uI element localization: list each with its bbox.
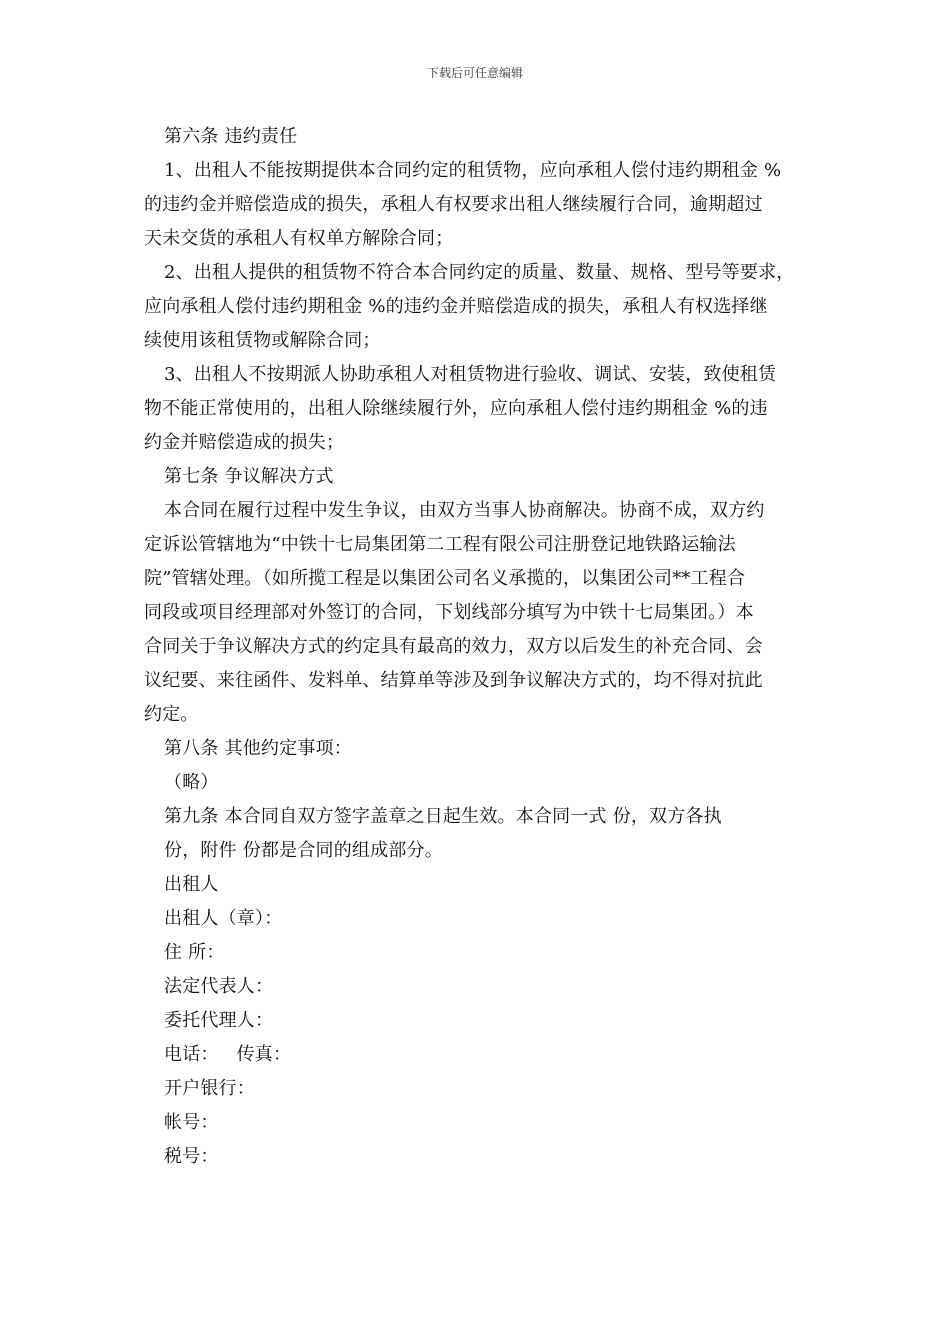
page-header: 下载后可任意编辑	[426, 66, 523, 80]
article-8-heading: 第八条 其他约定事项：	[164, 738, 352, 759]
article-6-clause-3-line: 物不能正常使用的，出租人除继续履行外，应向承租人偿付违约期租金 %的违	[144, 398, 768, 419]
article-7-line: 议纪要、来往函件、发料单、结算单等涉及到争议解决方式的，均不得对抗此	[144, 670, 763, 691]
contract-body	[144, 120, 806, 1174]
article-7-line: 定诉讼管辖地为“中铁十七局集团第二工程有限公司注册登记地铁路运输法	[144, 534, 736, 555]
article-6-clause-2-line: 2、出租人提供的租赁物不符合本合同约定的质量、数量、规格、型号等要求，	[164, 262, 795, 283]
article-6-clause-3-line: 3、出租人不按期派人协助承租人对租赁物进行验收、调试、安装，致使租赁	[164, 364, 777, 385]
article-6-clause-1-line: 的违约金并赔偿造成的损失，承租人有权要求出租人继续履行合同，逾期超过	[144, 194, 763, 215]
article-7-heading: 第七条 争议解决方式	[164, 466, 334, 487]
article-6-clause-3-line: 约金并赔偿造成的损失；	[144, 432, 345, 453]
article-9-line: 第九条 本合同自双方签字盖章之日起生效。本合同一式 份，双方各执	[164, 806, 722, 827]
article-7-line: 院”管辖处理。（如所揽工程是以集团公司名义承揽的，以集团公司**工程合	[144, 568, 746, 589]
signature-address-field: 住 所：	[164, 942, 225, 963]
article-6-clause-2-line: 续使用该租赁物或解除合同；	[144, 330, 381, 351]
article-7-line: 约定。	[144, 704, 199, 725]
signature-legal-rep-field: 法定代表人：	[164, 976, 274, 997]
article-6-clause-1-line: 天未交货的承租人有权单方解除合同；	[144, 228, 454, 249]
article-7-line: 合同关于争议解决方式的约定具有最高的效力，双方以后发生的补充合同、会	[144, 636, 763, 657]
article-6-clause-2-line: 应向承租人偿付违约期租金 %的违约金并赔偿造成的损失，承租人有权选择继	[144, 296, 768, 317]
signature-bank-field: 开户银行：	[164, 1078, 255, 1099]
signature-agent-field: 委托代理人：	[164, 1010, 274, 1031]
signature-fax-field: 传真：	[236, 1044, 292, 1065]
article-6-heading: 第六条 违约责任	[164, 126, 298, 147]
article-8-content: （略）	[164, 772, 219, 793]
signature-seal-field: 出租人（章）：	[164, 908, 283, 929]
signature-account-field: 帐号：	[164, 1112, 219, 1133]
article-7-line: 本合同在履行过程中发生争议，由双方当事人协商解决。协商不成，双方约	[164, 500, 765, 521]
signature-tax-id-field: 税号：	[164, 1146, 219, 1167]
signature-phone-field: 电话：	[164, 1044, 219, 1065]
signature-party: 出租人	[164, 874, 219, 895]
article-6-clause-1-line: 1、出租人不能按期提供本合同约定的租赁物，应向承租人偿付违约期租金 %	[164, 160, 782, 181]
article-9-line: 份，附件 份都是合同的组成部分。	[164, 840, 443, 861]
signature-contact-row	[144, 1038, 806, 1072]
article-7-line: 同段或项目经理部对外签订的合同，下划线部分填写为中铁十七局集团。）本	[144, 602, 754, 623]
